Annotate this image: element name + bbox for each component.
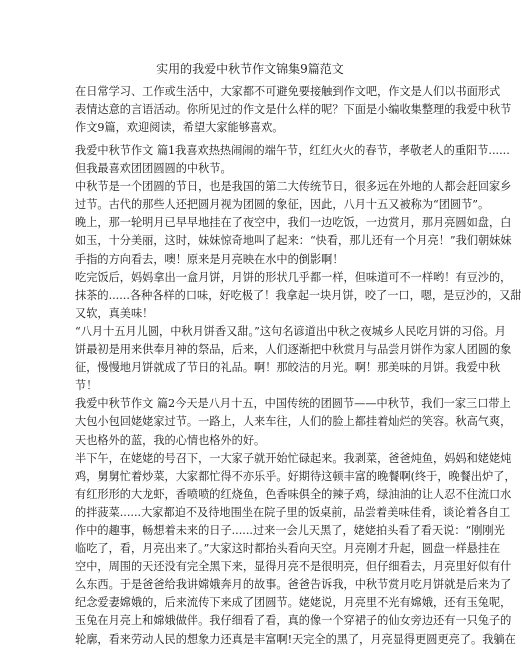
body-line: 有红形形的大龙虾，香喷喷的红烧鱼，色香味俱全的辣子鸡，绿油油的让人忍不住流口水	[75, 487, 512, 501]
body-line: 半下午，在姥姥的号召下，一大家子就开始忙碌起来。我剥菜，爸爸炖鱼，妈妈和姥姥炖	[75, 451, 512, 465]
intro-line: 在日常学习、工作或生活中，大家都不可避免要接触到作文吧，作文是人们以书面形式	[75, 85, 501, 98]
body-line: 又软，真美味！	[75, 306, 154, 320]
body-line: 如玉，十分美丽，这时，妹妹惊奇地叫了起来：“快看，那儿还有一个月亮！”我们朝妹妹	[75, 234, 512, 248]
body-line: 天也格外的蓝，我的心情也格外的好。	[75, 433, 266, 447]
body-line: 临吃了，看，月亮出来了。”大家这时都抬头看向天空。月亮刚才升起，圆盘一样悬挂在	[75, 542, 501, 556]
intro-paragraph	[75, 83, 512, 137]
body-line: 吃完饭后，妈妈拿出一盒月饼，月饼的形状几乎都一样，但味道可不一样哟！有豆沙的，	[75, 270, 512, 284]
body-line: 作中的趣事，畅想着未来的日子......过来一会儿天黑了，姥姥拍头看了看天说：“刚刚光	[75, 523, 505, 537]
body-line: 纪念爱妻嫦娥的，后来流传下来成了团圆节。姥姥说，月亮里不光有嫦娥，还有玉兔呢，	[75, 596, 512, 610]
body-line: 玉兔在月亮上和嫦娥做伴。我仔细看了看，真的像一个穿裙子的仙女旁边还有一只兔子的	[75, 614, 512, 628]
body-line: 饼最初是用来供奉月神的祭品，后来，人们逐渐把中秋赏月与品尝月饼作为家人团圆的象	[75, 343, 512, 357]
body-line: 大包小包回姥姥家过节。一路上，人来车往，人们的脸上都挂着灿烂的笑容。秋高气爽，	[75, 415, 512, 429]
body-line: 手指的方向看去，噢！原来是月亮映在水中的倒影啊！	[75, 252, 344, 266]
essay-2-heading-line: 我爱中秋节作文 篇2今天是八月十五，中国传统的团圆节——中秋节，我们一家三口带上	[75, 397, 511, 411]
body-line: 征，慢慢地月饼就成了节日的礼品。啊！那皎洁的月光。啊！那美味的月饼。我爱中秋	[75, 361, 501, 375]
essay-body	[75, 142, 521, 649]
essay-1-heading-line: 我爱中秋节作文 篇1我喜欢热热闹闹的端午节，红红火火的春节，孝敬老人的重阳节......	[75, 144, 510, 157]
intro-line: 作文9篇，欢迎阅读，希望大家能够喜欢。	[75, 121, 284, 135]
body-line: 中秋节是一个团圆的节日，也是我国的第二大传统节日，很多远在外地的人都会赶回家乡	[75, 180, 512, 194]
body-line: 鸡，舅舅忙着炒菜，大家都忙得不亦乐乎。好期待这顿丰富的晚餐啊(终于，晚餐出炉了，	[75, 469, 516, 483]
document-title: 实用的我爱中秋节作文锦集9篇范文	[156, 62, 344, 76]
body-line: 抹茶的......各种各样的口味，好吃极了！我拿起一块月饼，咬了一口，嗯，是豆沙的，又甜	[75, 288, 521, 302]
body-line: 的拌菠菜......大家都迫不及待地围坐在院子里的饭桌前，品尝着美味佳肴，谈论着各自工	[75, 505, 511, 519]
body-line: “八月十五月儿圆，中秋月饼香又甜。”这句名谚道出中秋之夜城乡人民吃月饼的习俗。月	[75, 324, 506, 338]
body-line: 但我最喜欢团团圆圆的中秋节。	[75, 162, 232, 176]
body-line: 轮廓，看来劳动人民的想象力还真是丰富啊!天完全的黑了，月亮显得更圆更亮了。我躺在	[75, 632, 516, 646]
intro-line: 表情达意的言语活动。你所见过的作文是什么样的呢？下面是小编收集整理的我爱中秋节	[75, 103, 512, 117]
body-line: 晚上，那一轮明月已早早地挂在了夜空中，我们一边吃饭，一边赏月，那月亮圆如盘，白	[75, 216, 512, 230]
body-line: 节！	[75, 379, 98, 393]
body-line: 空中，周围的天还没有完全黑下来，显得月亮不是很明亮，但仔细看去，月亮里好似有什	[75, 560, 512, 574]
body-line: 过节。古代的那些人还把圆月视为团圆的象征，因此，八月十五又被称为“团圆节”。	[75, 198, 490, 212]
body-line: 么东西。于是爸爸给我讲嫦娥奔月的故事。爸爸告诉我，中秋节赏月吃月饼就是后来为了	[75, 578, 512, 592]
